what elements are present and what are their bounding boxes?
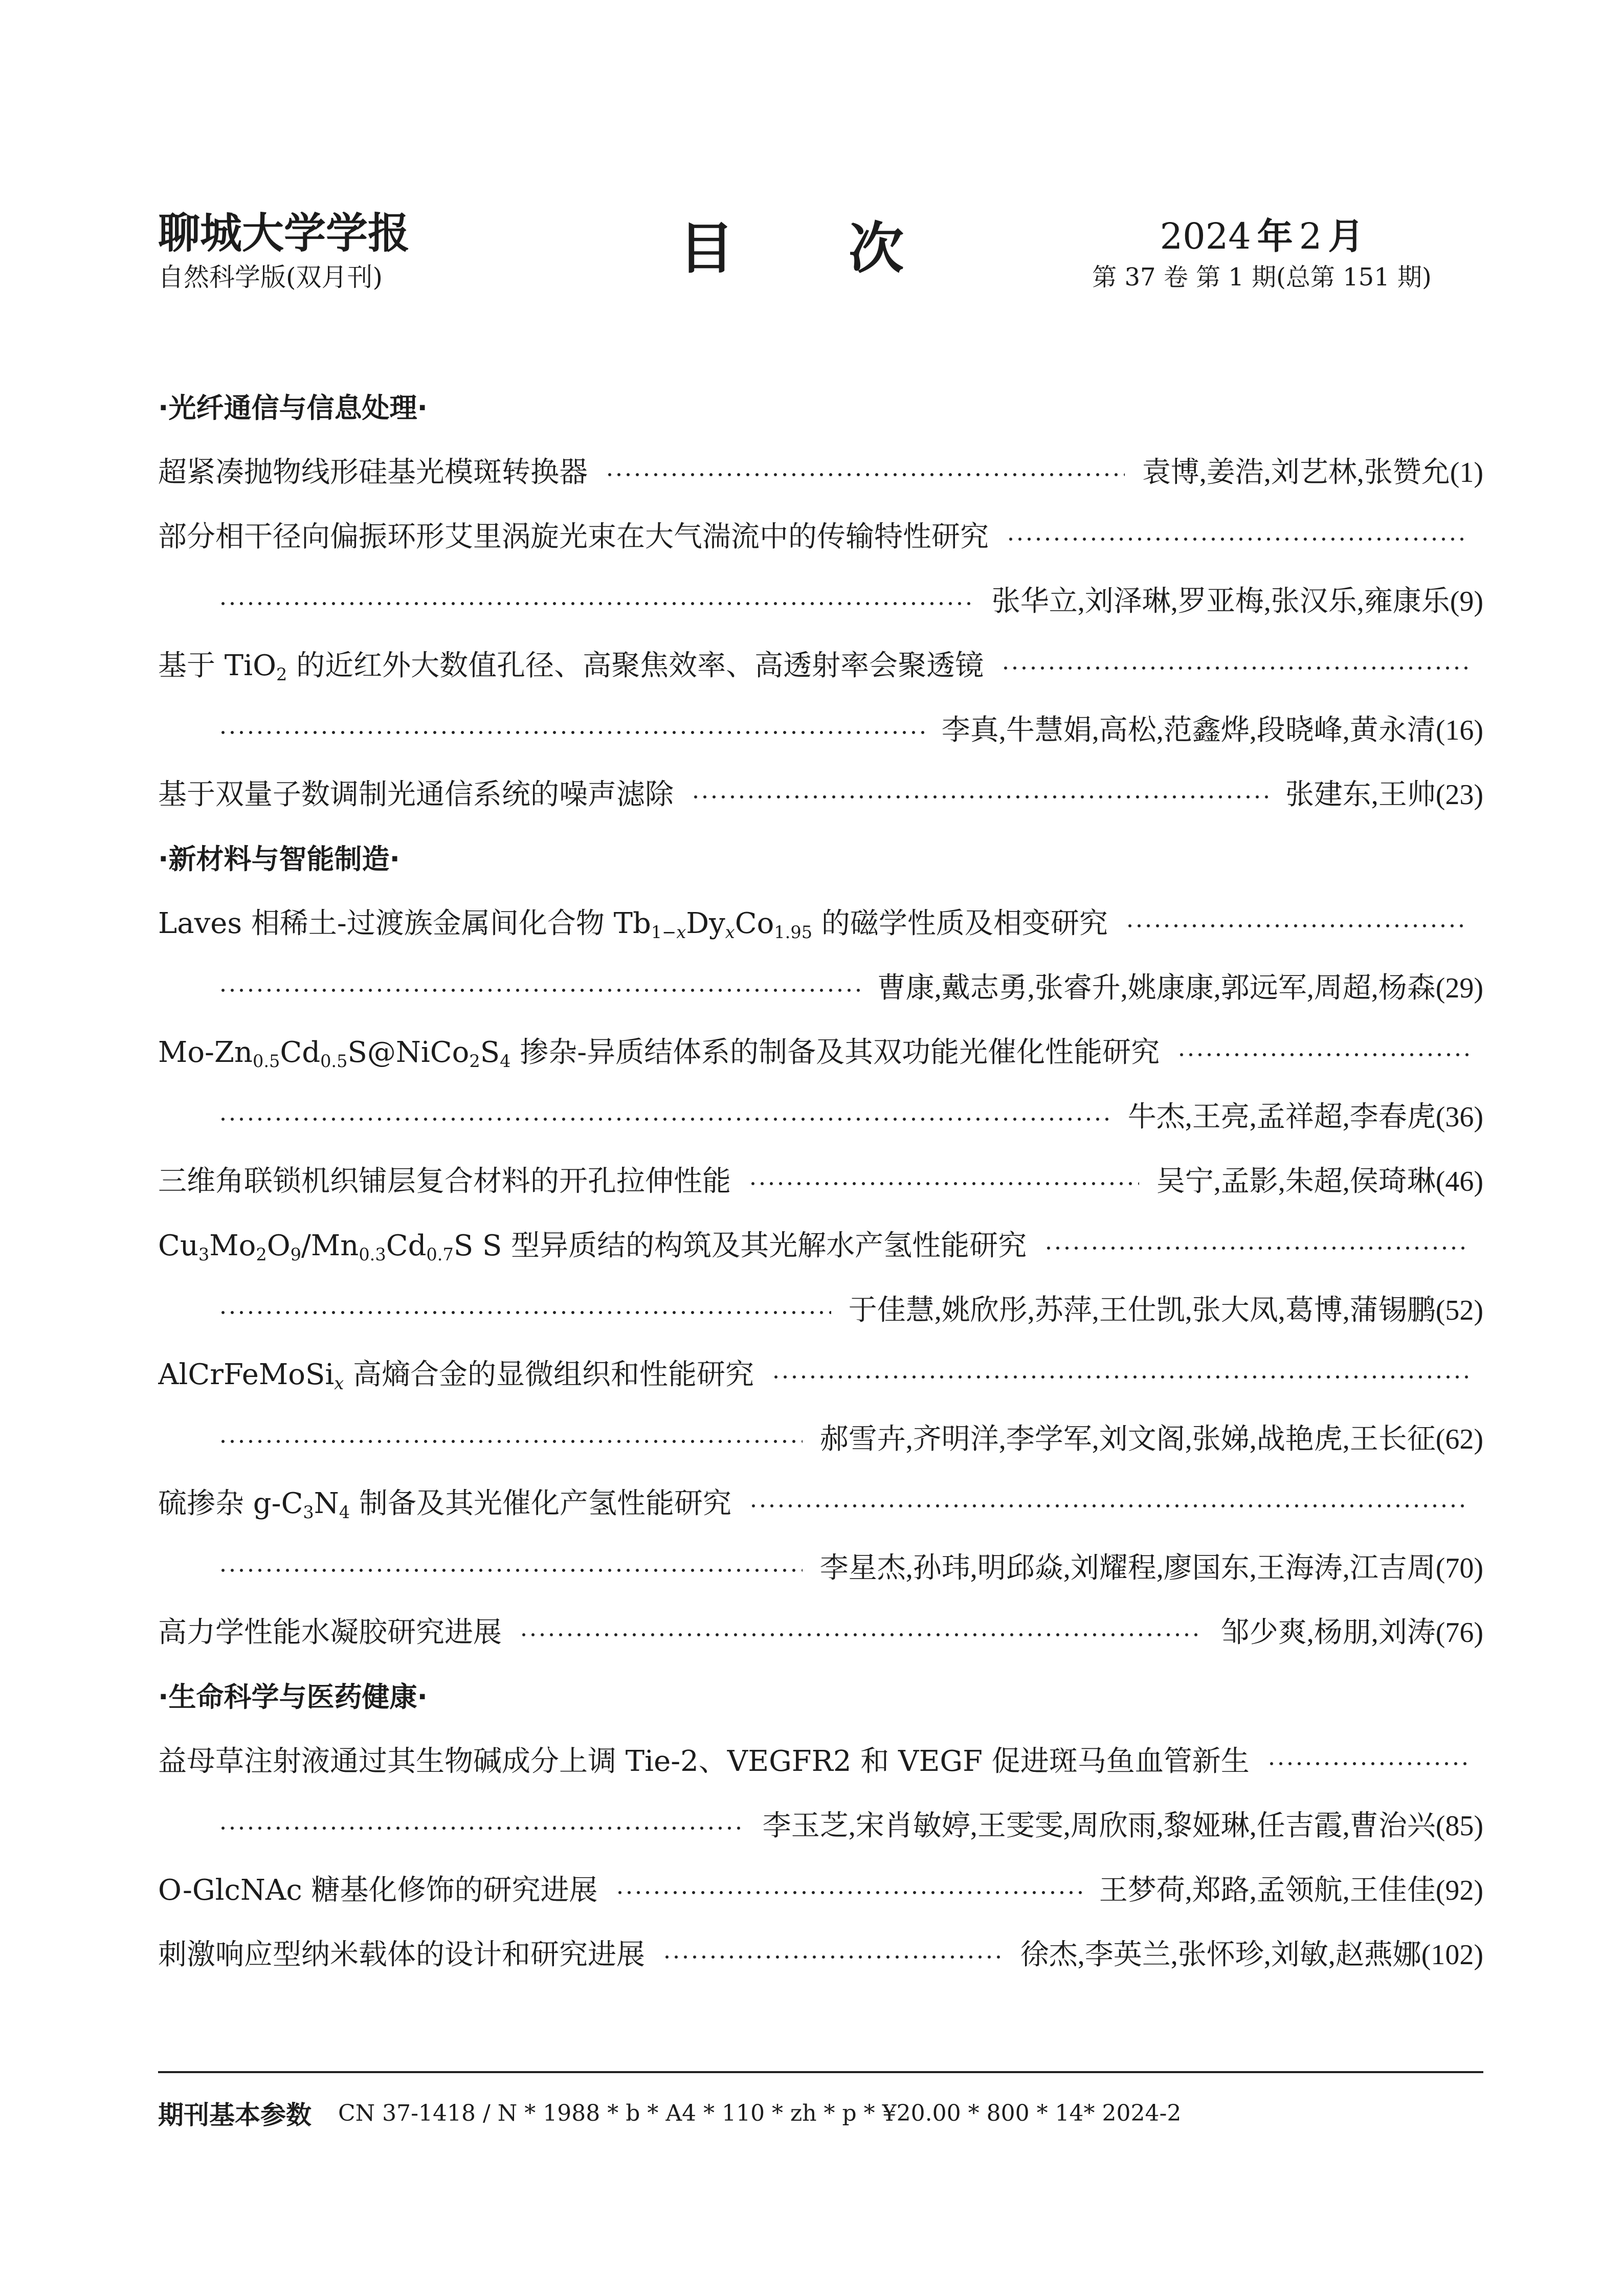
dot-leader: [218, 1276, 831, 1340]
toc-entry: [158, 1211, 1483, 1340]
title-segment: 的磁学性质及相变研究: [812, 907, 1108, 940]
dot-leader: [218, 1405, 803, 1469]
journal-edition: 自然科学版(双月刊): [158, 262, 383, 292]
month-unit: 月: [1328, 215, 1364, 257]
title-segment: Laves 相稀土-过渡族金属间化合物 Tb: [158, 907, 651, 940]
dot-leader: [605, 438, 1125, 502]
formula-subscript: 4: [500, 1051, 511, 1072]
article-byline: [877, 965, 1483, 1006]
article-page: (62): [1435, 1424, 1483, 1455]
toc-section: [158, 1662, 1483, 1985]
title-segment: AlCrFeMoSi: [158, 1358, 335, 1391]
article-byline: [849, 1287, 1483, 1328]
toc-title-char: 目: [679, 216, 735, 281]
title-segment: Mo: [209, 1229, 256, 1262]
formula-subscript: 0.3: [359, 1244, 386, 1265]
article-title: 三维角联锁机织铺层复合材料的开孔拉伸性能: [158, 1165, 731, 1198]
section-heading: ·光纤通信与信息处理·: [158, 391, 428, 424]
title-segment: 的近红外大数值孔径、高聚焦效率、高透射率会聚透镜: [287, 649, 984, 682]
article-authors: 王梦荷,郑路,孟领航,王佳佳: [1099, 1875, 1436, 1906]
article-title: [158, 1352, 754, 1393]
formula-subscript: 0.7: [426, 1244, 454, 1265]
formula-subscript: 2: [469, 1051, 480, 1072]
article-title: 刺激响应型纳米载体的设计和研究进展: [158, 1938, 645, 1971]
article-authors: 李真,牛慧娟,高松,范鑫烨,段晓峰,黄永清: [941, 715, 1436, 746]
article-authors: 吴宁,孟影,朱超,侯琦琳: [1156, 1166, 1436, 1197]
article-authors: 郝雪卉,齐明洋,李学军,刘文阁,张娣,战艳虎,王长征: [819, 1424, 1436, 1455]
article-page: (29): [1435, 972, 1483, 1004]
issue-month: 2: [1299, 215, 1322, 257]
formula-subscript: 3: [303, 1502, 314, 1523]
article-byline: [1128, 1094, 1483, 1135]
article-title: 超紧凑抛物线形硅基光模斑转换器: [158, 456, 588, 489]
title-segment: 硫掺杂 g-C: [158, 1487, 303, 1520]
article-authors: 张华立,刘泽琳,罗亚梅,张汉乐,雍康乐: [991, 586, 1450, 617]
article-byline: [763, 1803, 1483, 1844]
article-byline: [820, 1545, 1483, 1586]
dot-leader: [1006, 502, 1469, 567]
dot-leader: [615, 1856, 1082, 1920]
toc-entry: [158, 1920, 1483, 1985]
title-segment: S@NiCo: [347, 1036, 470, 1069]
article-byline: [1020, 1932, 1483, 1973]
article-title: 部分相干径向偏振环形艾里涡旋光束在大气湍流中的传输特性研究: [158, 520, 989, 553]
dot-leader: [1044, 1211, 1469, 1276]
issue-year: 2024: [1160, 215, 1251, 257]
dot-leader: [771, 1340, 1469, 1405]
parameters-label: 期刊基本参数: [158, 2100, 312, 2130]
title-segment: 掺杂-异质结体系的制备及其双功能光催化性能研究: [510, 1036, 1160, 1069]
section-heading: ·新材料与智能制造·: [158, 842, 401, 875]
toc-entry: [158, 631, 1483, 760]
dot-leader: [218, 567, 974, 631]
formula-subscript: x: [334, 1373, 344, 1394]
dot-leader: [218, 953, 860, 1018]
formula-subscript: 2: [276, 664, 287, 685]
toc-entry: [158, 438, 1483, 502]
formula-subscript: 2: [256, 1244, 267, 1265]
title-segment: Dy: [686, 907, 725, 940]
article-page: (70): [1435, 1552, 1483, 1584]
article-title: [158, 1030, 1160, 1071]
dot-leader: [749, 1469, 1469, 1534]
article-authors: 牛杰,王亮,孟祥超,李春虎: [1127, 1101, 1436, 1133]
formula-subscript: [651, 922, 686, 942]
article-byline: [992, 579, 1483, 619]
formula-subscript: 3: [198, 1244, 210, 1265]
toc-entry: [158, 1727, 1483, 1856]
formula-subscript: 1.95: [774, 922, 813, 943]
article-page: (85): [1435, 1810, 1483, 1842]
article-authors: 李星杰,孙玮,明邱焱,刘耀程,廖国东,王海涛,江吉周: [819, 1552, 1436, 1584]
article-authors: 曹康,戴志勇,张睿升,姚康康,郭远军,周超,杨森: [877, 972, 1436, 1004]
toc-entry: [158, 1018, 1483, 1147]
article-authors: 于佳慧,姚欣彤,苏萍,王仕凯,张大凤,葛博,蒲锡鹏: [848, 1295, 1436, 1326]
dot-leader: [218, 696, 924, 760]
article-title: [158, 901, 1108, 942]
year-unit: 年: [1257, 215, 1293, 257]
dot-leader: [1267, 1727, 1469, 1791]
article-title: 益母草注射液通过其生物碱成分上调 Tie-2、VEGFR2 和 VEGF 促进斑马鱼血管新生: [158, 1745, 1250, 1778]
dot-leader: [1001, 631, 1469, 696]
article-page: (46): [1435, 1166, 1483, 1197]
article-byline: [1156, 1159, 1483, 1199]
article-page: (23): [1435, 779, 1483, 811]
article-title: O-GlcNAc 糖基化修饰的研究进展: [158, 1874, 598, 1907]
article-authors: 徐杰,李英兰,张怀珍,刘敏,赵燕娜: [1020, 1939, 1421, 1971]
issue-info: 第 37 卷 第 1 期(总第 151 期): [1092, 263, 1432, 292]
title-segment: /Mn: [301, 1229, 359, 1262]
toc-section: [158, 373, 1483, 825]
footer-rule: [158, 2071, 1483, 2073]
title-segment: 制备及其光催化产氢性能研究: [350, 1487, 731, 1520]
parameters-value: CN 37-1418 / N * 1988 * b * A4 * 110 * zh * p * ¥20.00 * 800 * 14* 2024-2: [338, 2100, 1182, 2126]
dot-leader: [691, 760, 1268, 825]
article-authors: 袁博,姜浩,刘艺林,张赞允: [1142, 457, 1450, 488]
dot-leader: [218, 1534, 803, 1598]
article-page: (1): [1450, 457, 1483, 488]
title-segment: Cd: [280, 1036, 321, 1069]
formula-subscript: 9: [290, 1244, 302, 1265]
article-title: 高力学性能水凝胶研究进展: [158, 1616, 502, 1649]
formula-subscript: 0.5: [252, 1051, 280, 1072]
article-page: (36): [1435, 1101, 1483, 1133]
italic-variable: x: [676, 922, 686, 943]
title-segment: Cd: [386, 1229, 427, 1262]
toc-entry: [158, 1147, 1483, 1211]
dot-leader: [662, 1920, 1003, 1985]
dot-leader: [1177, 1018, 1469, 1082]
toc-entry: [158, 1469, 1483, 1598]
article-page: (9): [1450, 586, 1483, 617]
title-segment: S S 型异质结的构筑及其光解水产氢性能研究: [453, 1229, 1027, 1262]
toc-entry: [158, 760, 1483, 825]
title-segment: N: [314, 1487, 339, 1520]
dot-leader: [519, 1598, 1204, 1662]
title-segment: O: [266, 1229, 291, 1262]
section-heading: ·生命科学与医药健康·: [158, 1680, 428, 1713]
title-segment: Co: [735, 907, 774, 940]
issue-date: [1032, 211, 1492, 262]
title-segment: 基于 TiO: [158, 649, 276, 682]
article-byline: [1221, 1610, 1483, 1651]
article-title: [158, 643, 984, 684]
formula-subscript: 4: [339, 1502, 350, 1523]
article-authors: 张建东,王帅: [1285, 779, 1436, 811]
article-authors: 邹少爽,杨朋,刘涛: [1220, 1617, 1436, 1649]
article-byline: [942, 707, 1483, 748]
toc-entry: [158, 1856, 1483, 1920]
journal-parameters: [158, 2098, 1181, 2128]
formula-subscript: 0.5: [320, 1051, 348, 1072]
article-page: (102): [1421, 1939, 1483, 1971]
dot-leader: [218, 1082, 1110, 1147]
dot-leader: [218, 1791, 745, 1856]
article-byline: [1099, 1868, 1483, 1908]
subscript-number: 1−: [651, 922, 677, 943]
title-segment: Cu: [158, 1229, 198, 1262]
article-byline: [820, 1416, 1483, 1457]
article-title: [158, 1223, 1027, 1264]
article-title: 基于双量子数调制光通信系统的噪声滤除: [158, 778, 674, 811]
article-byline: [1285, 772, 1483, 813]
title-segment: 高熵合金的显微组织和性能研究: [344, 1358, 754, 1391]
toc-entry: [158, 1598, 1483, 1662]
toc-entry: [158, 889, 1483, 1018]
article-title: [158, 1481, 731, 1522]
article-byline: [1142, 450, 1483, 491]
article-page: (16): [1435, 715, 1483, 746]
article-page: (76): [1435, 1617, 1483, 1649]
title-segment: Mo-Zn: [158, 1036, 253, 1069]
journal-name: 聊城大学学报: [158, 209, 410, 258]
toc-entry: [158, 1340, 1483, 1469]
table-of-contents: [158, 373, 1483, 1985]
dot-leader: [1125, 889, 1469, 953]
article-page: (92): [1435, 1875, 1483, 1906]
toc-section: [158, 825, 1483, 1662]
title-segment: S: [480, 1036, 500, 1069]
article-page: (52): [1435, 1295, 1483, 1326]
formula-subscript: x: [725, 922, 735, 943]
article-authors: 李玉芝,宋肖敏婷,王雯雯,周欣雨,黎娅琳,任吉霞,曹治兴: [762, 1810, 1436, 1842]
toc-title-char: 次: [849, 216, 904, 281]
dot-leader: [748, 1147, 1139, 1211]
toc-entry: [158, 502, 1483, 631]
